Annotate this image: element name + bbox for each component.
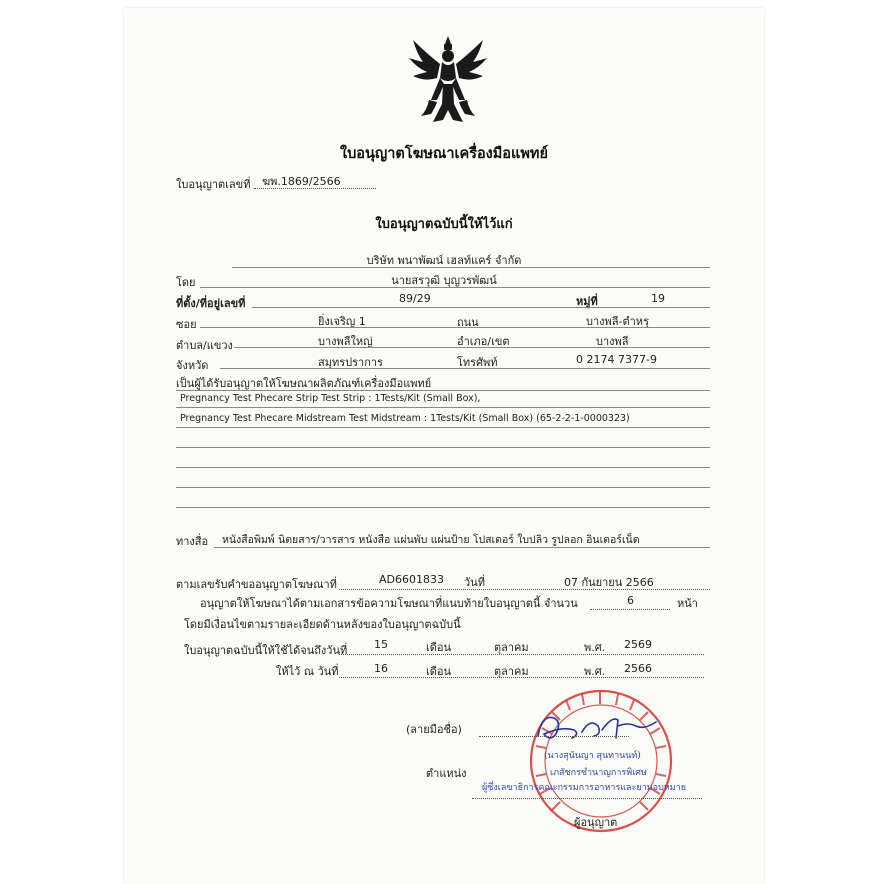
road-label: ถนน	[457, 316, 479, 329]
product-line-1-rule	[176, 407, 710, 408]
request-date: 07 กันยายน 2566	[564, 576, 654, 589]
signer-name: (นางสุนันญา สุนทานนท์)	[544, 751, 641, 761]
license-no-label: ใบอนุญาตเลขที่	[176, 178, 251, 191]
given-line	[339, 677, 704, 678]
house-no-label: ที่ตั้ง/ที่อยู่เลขที่	[176, 297, 246, 310]
pages-count: 6	[627, 594, 634, 607]
product-line-2-rule	[176, 427, 710, 428]
signature-label: (ลายมือชื่อ)	[406, 723, 462, 736]
company-name: บริษัท พนาพัฒน์ เฮลท์แคร์ จำกัด	[366, 254, 522, 267]
moo: 19	[651, 292, 665, 305]
district: บางพลี	[596, 335, 629, 348]
moo-label: หมู่ที่	[576, 295, 598, 308]
role-line	[472, 798, 702, 799]
valid-month-label: เดือน	[426, 641, 452, 654]
blank-line	[176, 507, 710, 508]
signer-role: ผู้ซึ่งเลขาธิการคณะกรรมการอาหารและยามอบหมาย	[482, 783, 686, 793]
blank-line	[176, 467, 710, 468]
phone-label: โทรศัพท์	[457, 356, 498, 369]
province-label: จังหวัด	[176, 359, 209, 372]
subdistrict-line	[234, 347, 710, 348]
subdistrict-label: ตำบล/แขวง	[176, 339, 233, 352]
valid-day: 15	[374, 638, 388, 651]
request-label: ตามเลขรับคำขออนุญาตโฆษณาที่	[176, 578, 337, 591]
document-title: ใบอนุญาตโฆษณาเครื่องมือแพทย์	[340, 146, 548, 162]
valid-line	[339, 654, 704, 655]
company-line	[232, 267, 710, 268]
media-line	[214, 547, 710, 548]
license-no-line	[254, 188, 376, 189]
house-line	[252, 307, 710, 308]
blank-line	[176, 447, 710, 448]
product-heading-line	[176, 390, 710, 391]
signature-scribble-icon	[532, 708, 662, 748]
signer-position: เภสัชกรชำนาญการพิเศษ	[550, 768, 647, 778]
garuda-emblem-icon	[407, 34, 489, 126]
request-line	[339, 589, 710, 590]
condition-line: โดยมีเงื่อนไขตามรายละเอียดด้านหลังของใบอนุญาตฉบับนี้	[184, 618, 461, 631]
soi: ยิ่งเจริญ 1	[318, 315, 366, 328]
phone: 0 2174 7377-9	[576, 353, 657, 366]
media-list: หนังสือพิมพ์ นิตยสาร/วารสาร หนังสือ แผ่นพับ แผ่นป้าย โปสเตอร์ ใบปลิว รูปลอก อินเตอร์เน็ต	[222, 534, 640, 546]
soi-label: ซอย	[176, 318, 197, 331]
position-label: ตำแหน่ง	[426, 767, 467, 780]
road: บางพลี-ตำหรุ	[586, 315, 649, 328]
valid-year-label: พ.ศ.	[584, 641, 606, 654]
subdistrict: บางพลีใหญ่	[318, 335, 373, 348]
by-label: โดย	[176, 276, 196, 289]
product-line-2: Pregnancy Test Phecare Midstream Test Midstream : 1Tests/Kit (Small Box) (65-2-2-1-0000323)	[180, 413, 630, 424]
licensor-label: ผู้อนุญาต	[574, 816, 618, 829]
given-month-label: เดือน	[426, 665, 452, 678]
license-no: ฆพ.1869/2566	[262, 175, 341, 188]
given-year: 2566	[624, 662, 652, 675]
house-no: 89/29	[399, 292, 431, 305]
pages-label: หน้า	[677, 597, 698, 610]
media-label: ทางสื่อ	[176, 535, 209, 548]
province-line	[220, 368, 710, 369]
province: สมุทรปราการ	[318, 356, 383, 369]
blank-line	[176, 487, 710, 488]
signature-line	[479, 736, 629, 737]
license-document	[124, 8, 764, 884]
valid-label: ใบอนุญาตฉบับนี้ให้ใช้ได้จนถึงวันที่	[184, 644, 348, 657]
soi-line	[200, 327, 710, 328]
given-label: ให้ไว้ ณ วันที่	[276, 665, 339, 678]
approve-line: อนุญาตให้โฆษณาได้ตามเอกสารข้อความโฆษณาที่แนบท้ายใบอนุญาตนี้ จำนวน	[200, 597, 578, 610]
product-line-1: Pregnancy Test Phecare Strip Test Strip : 1Tests/Kit (Small Box),	[180, 393, 481, 404]
district-label: อำเภอ/เขต	[457, 335, 510, 348]
given-year-label: พ.ศ.	[584, 665, 606, 678]
given-month: ตุลาคม	[494, 665, 529, 678]
by-name: นายสรวุฒิ บุญวรพัฒน์	[391, 274, 497, 287]
product-heading: เป็นผู้ได้รับอนุญาตให้โฆษณาผลิตภัณฑ์เครื่องมือแพทย์	[176, 377, 432, 390]
by-line	[200, 287, 710, 288]
valid-month: ตุลาคม	[494, 641, 529, 654]
request-date-label: วันที่	[464, 576, 485, 589]
pages-line	[590, 609, 670, 610]
given-day: 16	[374, 662, 388, 675]
valid-year: 2569	[624, 638, 652, 651]
request-no: AD6601833	[379, 573, 444, 586]
issued-to-heading: ใบอนุญาตฉบับนี้ให้ไว้แก่	[375, 217, 513, 232]
